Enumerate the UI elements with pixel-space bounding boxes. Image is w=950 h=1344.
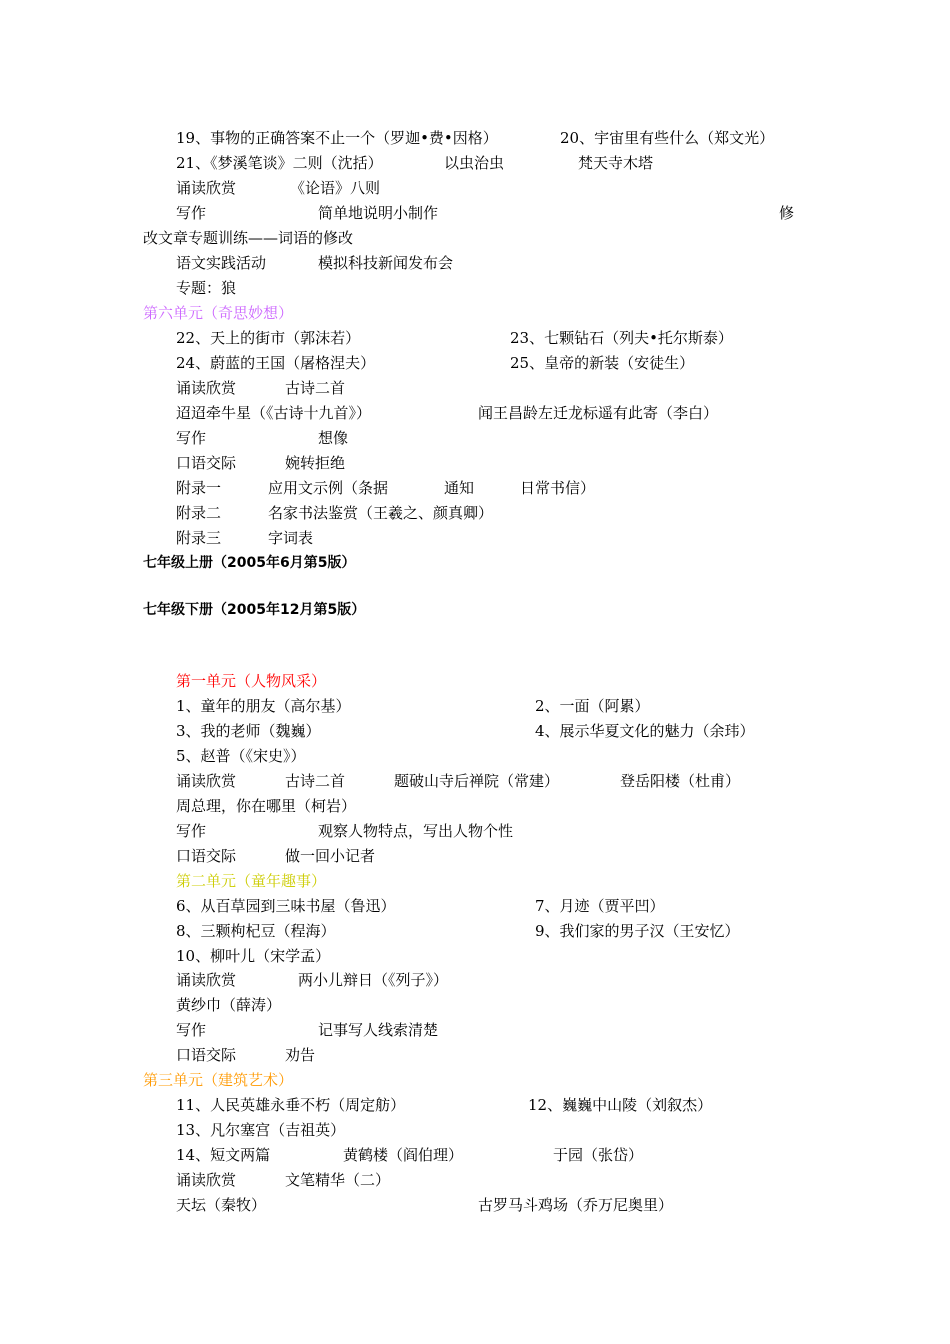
appendix-content: 日常书信）: [520, 479, 596, 497]
section-content: 模拟科技新闻发布会: [318, 254, 454, 272]
section-content: 做一回小记者: [285, 847, 376, 865]
reading-title: 古罗马斗鸡场（乔万尼奥里）: [478, 1196, 674, 1214]
lesson-4: 4、展示华夏文化的魅力（余玮）: [535, 722, 755, 740]
lesson-21: 21、《梦溪笔谈》二则（沈括）: [176, 154, 383, 172]
section-label: 写作: [176, 822, 207, 840]
lesson-14-part: 于园（张岱）: [553, 1146, 644, 1164]
lesson-9: 9、我们家的男子汉（王安忆）: [535, 922, 740, 940]
section-label: 口语交际: [176, 847, 237, 865]
topic-line: 专题：狼: [176, 279, 237, 297]
section-label: 诵读欣赏: [176, 971, 237, 989]
lesson-21-part: 梵天寺木塔: [578, 154, 654, 172]
section-content: 婉转拒绝: [285, 454, 346, 472]
section-content: 文笔精华（二）: [285, 1171, 391, 1189]
section-content: 《论语》八则: [290, 179, 381, 197]
appendix-content: 应用文示例（条据: [268, 479, 389, 497]
unit-heading: 第二单元（童年趣事）: [176, 872, 327, 890]
lesson-10: 10、柳叶儿（宋学孟）: [176, 947, 331, 965]
lesson-5: 5、赵普（《宋史》）: [176, 747, 306, 765]
poem-title: 黄纱巾（薛涛）: [176, 996, 282, 1014]
lesson-21-part: 以虫治虫: [444, 154, 505, 172]
section-label: 诵读欣赏: [176, 1171, 237, 1189]
section-label: 诵读欣赏: [176, 179, 237, 197]
section-content: 劝告: [285, 1046, 316, 1064]
section-label: 写作: [176, 1021, 207, 1039]
section-label: 口语交际: [176, 454, 237, 472]
lesson-3: 3、我的老师（魏巍）: [176, 722, 321, 740]
unit-heading: 第三单元（建筑艺术）: [143, 1071, 294, 1089]
section-content: 简单地说明小制作: [318, 204, 439, 222]
lesson-14: 14、短文两篇: [176, 1146, 271, 1164]
section-content: 两小儿辩日（《列子》）: [298, 971, 449, 989]
section-label: 写作: [176, 204, 207, 222]
appendix-label: 附录三: [176, 529, 222, 547]
lesson-12: 12、巍巍中山陵（刘叙杰）: [528, 1096, 713, 1114]
poem-title: 周总理，你在哪里（柯岩）: [176, 797, 357, 815]
lesson-6: 6、从百草园到三味书屋（鲁迅）: [176, 897, 396, 915]
section-label: 语文实践活动: [176, 254, 267, 272]
section-label: 诵读欣赏: [176, 772, 237, 790]
section-label: 诵读欣赏: [176, 379, 237, 397]
section-label: 口语交际: [176, 1046, 237, 1064]
lesson-11: 11、人民英雄永垂不朽（周定舫）: [176, 1096, 406, 1114]
appendix-content: 名家书法鉴赏（王羲之、颜真卿）: [268, 504, 494, 522]
reading-title: 天坛（秦牧）: [176, 1196, 267, 1214]
section-content: 观察人物特点，写出人物个性: [318, 822, 514, 840]
volume-heading: 七年级上册（2005年6月第5版）: [143, 555, 356, 571]
poem-title: 迢迢牵牛星（《古诗十九首》）: [176, 404, 372, 422]
unit-heading: 第一单元（人物风采）: [176, 672, 327, 690]
appendix-content: 字词表: [268, 529, 314, 547]
poem-title: 登岳阳楼（杜甫）: [620, 772, 741, 790]
lesson-2: 2、一面（阿累）: [535, 697, 650, 715]
section-content: 古诗二首: [285, 772, 346, 790]
section-content: 古诗二首: [285, 379, 346, 397]
lesson-8: 8、三颗枸杞豆（程海）: [176, 922, 336, 940]
unit-heading: 第六单元（奇思妙想）: [143, 304, 294, 322]
section-content: 想像: [318, 429, 349, 447]
lesson-23: 23、七颗钻石（列夫•托尔斯泰）: [510, 329, 733, 347]
poem-title: 题破山寺后禅院（常建）: [394, 772, 560, 790]
section-content: 记事写人线索清楚: [318, 1021, 439, 1039]
section-content: 修: [779, 204, 795, 222]
lesson-1: 1、童年的朋友（高尔基）: [176, 697, 351, 715]
poem-title: 闻王昌龄左迁龙标遥有此寄（李白）: [478, 404, 719, 422]
section-label: 写作: [176, 429, 207, 447]
lesson-14-part: 黄鹤楼（阎伯理）: [343, 1146, 464, 1164]
lesson-24: 24、蔚蓝的王国（屠格涅夫）: [176, 354, 376, 372]
section-content: 改文章专题训练——词语的修改: [143, 229, 354, 247]
lesson-19: 19、事物的正确答案不止一个（罗迦•费•因格）: [176, 129, 498, 147]
lesson-22: 22、天上的街市（郭沫若）: [176, 329, 361, 347]
appendix-label: 附录二: [176, 504, 222, 522]
appendix-content: 通知: [444, 479, 475, 497]
lesson-25: 25、皇帝的新装（安徒生）: [510, 354, 695, 372]
lesson-20: 20、宇宙里有些什么（郑文光）: [560, 129, 775, 147]
lesson-13: 13、凡尔塞宫（吉祖英）: [176, 1121, 346, 1139]
volume-heading: 七年级下册（2005年12月第5版）: [143, 602, 366, 618]
appendix-label: 附录一: [176, 479, 222, 497]
lesson-7: 7、月迹（贾平凹）: [535, 897, 665, 915]
